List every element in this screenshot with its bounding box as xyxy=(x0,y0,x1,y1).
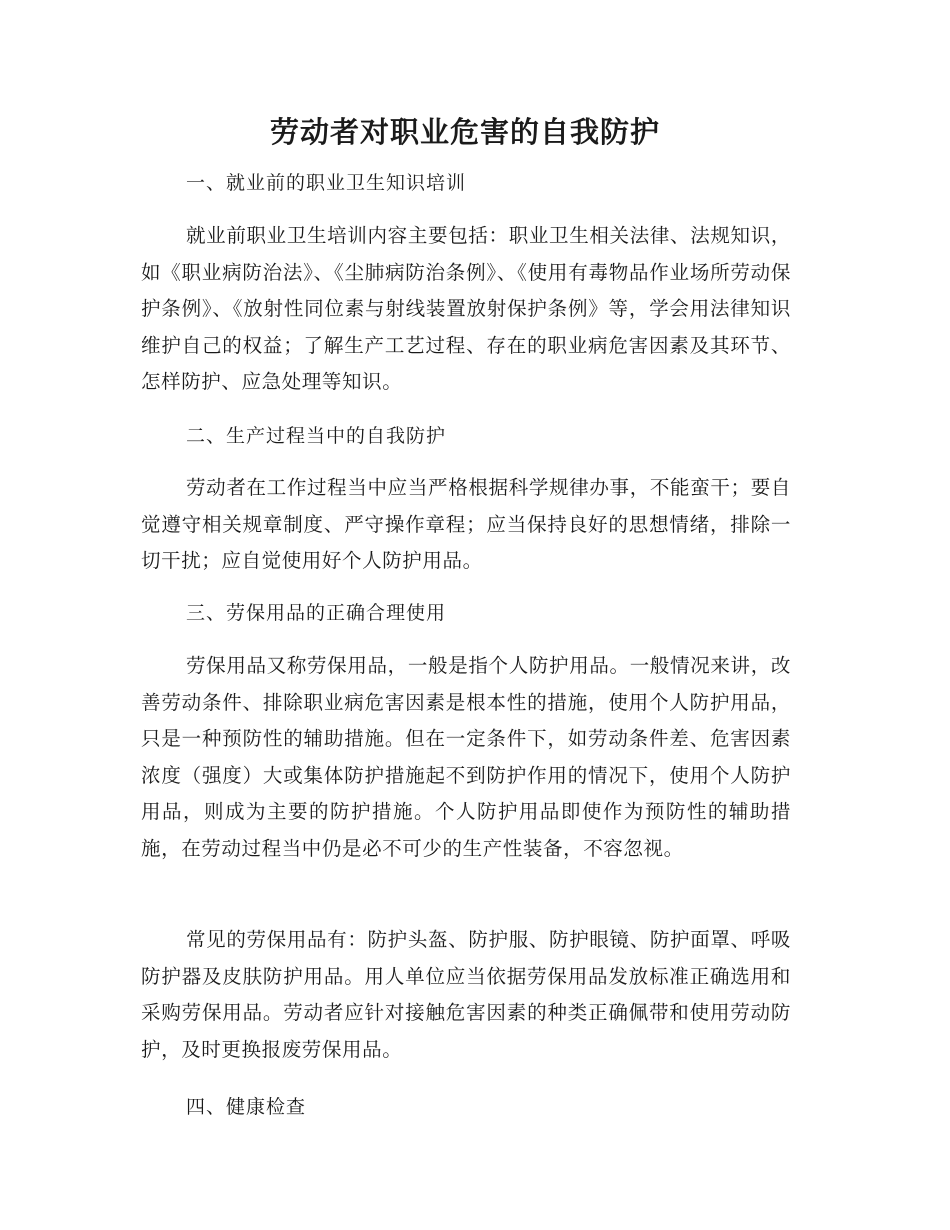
section-heading-2: 二、生产过程当中的自我防护 xyxy=(186,425,447,447)
section-2-paragraph-1: 劳动者在工作过程当中应当严格根据科学规律办事，不能蛮干；要自觉遵守相关规章制度、严守操作章程；应当保持良好的思想情绪，排除一切干扰；应自觉使用好个人防护用品。 xyxy=(141,476,791,573)
section-3-paragraph-2: 常见的劳保用品有：防护头盔、防护服、防护眼镜、防护面罩、呼吸防护器及皮肤防护用品。用人单位应当依据劳保用品发放标准正确选用和采购劳保用品。劳动者应针对接触危害因素的种类正确佩带和使用劳动防护，及时更换报废劳保用品。 xyxy=(141,928,791,1061)
document-title: 劳动者对职业危害的自我防护 xyxy=(269,115,660,149)
section-heading-1: 一、就业前的职业卫生知识培训 xyxy=(186,172,467,194)
section-3-paragraph-1: 劳保用品又称劳保用品，一般是指个人防护用品。一般情况来讲，改善劳动条件、排除职业病危害因素是根本性的措施，使用个人防护用品，只是一种预防性的辅助措施。但在一定条件下，如劳动条件差、危害因素浓度（强度）大或集体防护措施起不到防护作用的情况下，使用个人防护用品，则成为主要的防护措施。个人防护用品即使作为预防性的辅助措施，在劳动过程当中仍是必不可少的生产性装备，不容忽视。 xyxy=(141,654,791,860)
section-heading-3: 三、劳保用品的正确合理使用 xyxy=(186,602,447,624)
section-heading-4: 四、健康检查 xyxy=(186,1096,307,1118)
section-1-paragraph-1: 就业前职业卫生培训内容主要包括：职业卫生相关法律、法规知识，如《职业病防治法》、《尘肺病防治条例》、《使用有毒物品作业场所劳动保护条例》、《放射性同位素与射线装置放射保护条例》等，学会用法律知识维护自己的权益；了解生产工艺过程、存在的职业病危害因素及其环节、怎样防护、应急处理等知识。 xyxy=(141,224,791,394)
